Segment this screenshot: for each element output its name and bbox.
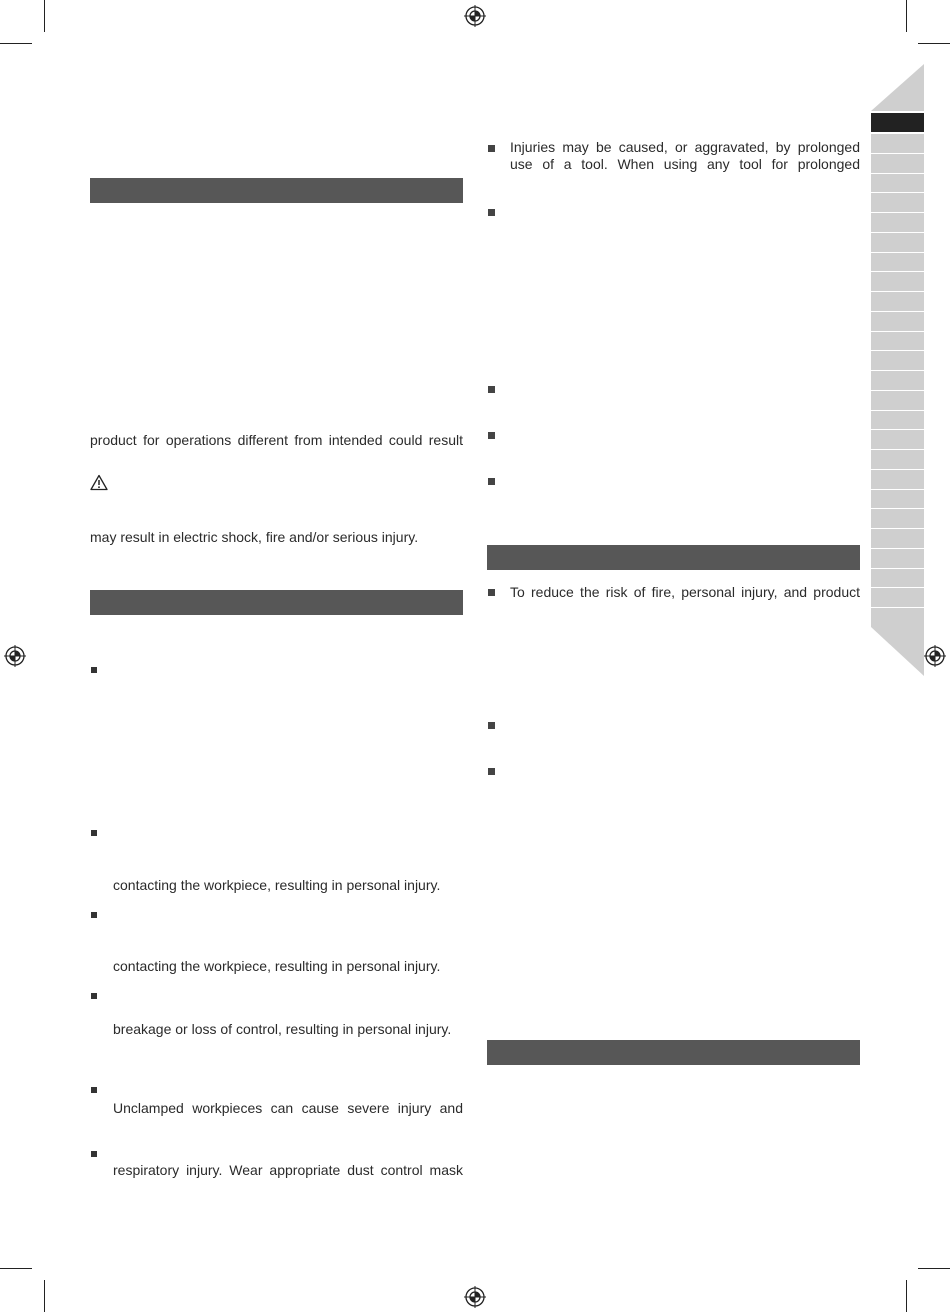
bullet-icon: [488, 145, 495, 152]
crop-mark: [918, 43, 950, 44]
bullet-icon: [91, 830, 97, 836]
bullet-icon: [488, 478, 495, 485]
bullet-icon: [488, 386, 495, 393]
crop-mark: [906, 0, 907, 32]
language-tab: [871, 429, 924, 449]
language-tab: [871, 192, 924, 212]
language-tab: [871, 548, 924, 568]
body-text-line: Injuries may be caused, or aggravated, by prolonged: [510, 139, 860, 155]
bullet-icon: [91, 1151, 97, 1157]
bullet-icon: [91, 912, 97, 918]
bullet-icon: [91, 1087, 97, 1093]
crop-mark: [906, 1280, 907, 1312]
body-text-line: To reduce the risk of fire, personal injury, and product: [510, 584, 860, 600]
body-text-line: contacting the workpiece, resulting in personal injury.: [113, 958, 441, 974]
language-tab: [871, 528, 924, 548]
language-tab: [871, 173, 924, 193]
registration-mark-icon: [924, 645, 946, 667]
body-text-line: breakage or loss of control, resulting in personal injury.: [113, 1021, 452, 1037]
body-text-line: may result in electric shock, fire and/or serious injury.: [90, 529, 419, 545]
bullet-icon: [488, 209, 495, 216]
language-tab: [871, 568, 924, 588]
section-header-bar: [487, 545, 860, 570]
warning-triangle-icon: [90, 474, 108, 491]
language-tab: [871, 370, 924, 390]
crop-mark: [918, 1268, 950, 1269]
registration-mark-icon: [4, 645, 26, 667]
language-tab: [871, 311, 924, 331]
bullet-icon: [488, 768, 495, 775]
language-tab: [871, 212, 924, 232]
tab-active-language: [871, 113, 924, 132]
body-text-line: use of a tool. When using any tool for prolonged: [510, 156, 860, 172]
section-header-bar: [90, 590, 463, 615]
bullet-icon: [488, 432, 495, 439]
section-header-bar: [487, 1040, 860, 1065]
bullet-icon: [488, 722, 495, 729]
tab-strip-top-wedge: [871, 64, 925, 112]
tab-strip-bottom-wedge: [871, 627, 925, 677]
language-tab: [871, 232, 924, 252]
language-tab: [871, 153, 924, 173]
body-text-line: respiratory injury. Wear appropriate dust control mask: [113, 1162, 463, 1178]
bullet-icon: [91, 667, 97, 673]
language-tab: [871, 489, 924, 509]
body-text-line: product for operations different from intended could result: [90, 432, 463, 448]
language-tab: [871, 252, 924, 272]
language-tab: [871, 469, 924, 489]
crop-mark: [44, 1280, 45, 1312]
language-tab: [871, 271, 924, 291]
registration-mark-icon: [464, 5, 486, 27]
language-tab: [871, 133, 924, 153]
language-tab: [871, 390, 924, 410]
language-tab: [871, 410, 924, 430]
language-tab: [871, 331, 924, 351]
section-header-bar: [90, 178, 463, 203]
registration-mark-icon: [464, 1286, 486, 1308]
language-tab: [871, 607, 924, 627]
language-tab: [871, 508, 924, 528]
crop-mark: [0, 43, 32, 44]
language-tab: [871, 350, 924, 370]
language-tab: [871, 449, 924, 469]
bullet-icon: [488, 589, 495, 596]
body-text-line: contacting the workpiece, resulting in personal injury.: [113, 877, 441, 893]
crop-mark: [0, 1268, 32, 1269]
language-tab: [871, 587, 924, 607]
language-tab: [871, 291, 924, 311]
crop-mark: [44, 0, 45, 32]
bullet-icon: [91, 993, 97, 999]
body-text-line: Unclamped workpieces can cause severe injury and: [113, 1100, 463, 1116]
